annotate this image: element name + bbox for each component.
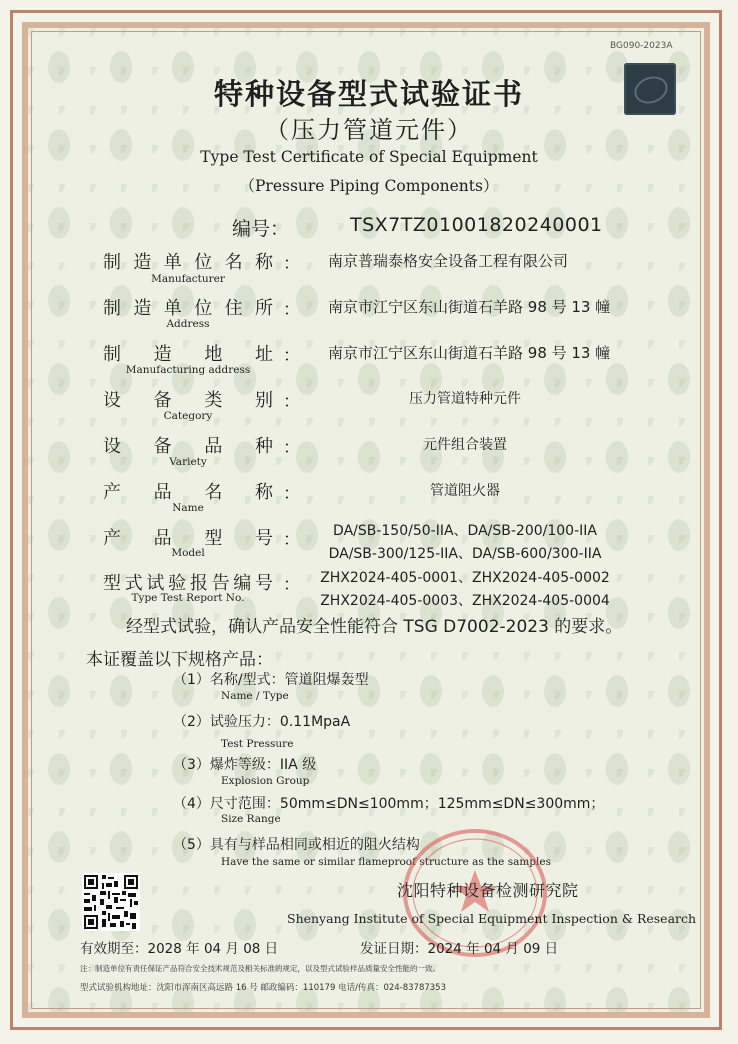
product-name-label-en: Name xyxy=(172,502,204,514)
spec-item: （5）具有与样品相同或相近的阻火结构 xyxy=(173,837,420,853)
mfg-address-label-en: Manufacturing address xyxy=(125,364,251,376)
footnote: 注：制造单位有责任保证产品符合安全技术规范及相关标准的规定，以及型式试验样品质量安全性能的一致。 xyxy=(80,964,440,973)
spec-item: （2）试验压力：0.11MpaA xyxy=(173,714,351,730)
issue-date: 发证日期：2024 年 04 月 09 日 xyxy=(360,941,559,957)
variety-value: 元件组合装置 xyxy=(423,437,507,453)
report-no-label-en: Type Test Report No. xyxy=(131,592,245,604)
model-label-en: Model xyxy=(171,547,205,559)
model-value-line: DA/SB-300/125-IIA、DA/SB-600/300-IIA xyxy=(328,546,602,562)
colon: ： xyxy=(283,575,300,595)
product-name-label: 产品名称 xyxy=(103,482,273,503)
model-label: 产品型号 xyxy=(103,528,273,549)
valid-until: 有效期至：2028 年 04 月 08 日 xyxy=(80,941,279,957)
colon: ： xyxy=(283,300,300,320)
mfg-address-value: 南京市江宁区东山街道石羊路 98 号 13 幢 xyxy=(328,344,611,362)
spec-item-en: Test Pressure xyxy=(221,738,294,750)
cert-no-label: 编号： xyxy=(232,218,290,240)
manufacturer-value: 南京普瑞泰格安全设备工程有限公司 xyxy=(328,252,569,270)
category-label-en: Category xyxy=(163,410,213,422)
colon: ： xyxy=(283,438,300,458)
spec-item: （4）尺寸范围：50mm≤DN≤100mm；125mm≤DN≤300mm； xyxy=(173,796,605,812)
coverage-title: 本证覆盖以下规格产品： xyxy=(86,650,273,670)
address-label: 制造单位住所 xyxy=(103,298,273,319)
address-label-en: Address xyxy=(166,318,210,330)
spec-item-en: Explosion Group xyxy=(221,775,310,787)
institute-name-cn: 沈阳特种设备检测研究院 xyxy=(397,881,579,900)
report-no-line: ZHX2024-405-0003、ZHX2024-405-0004 xyxy=(320,593,610,609)
spec-item-en: Have the same or similar flameproof structure as the samples xyxy=(221,856,551,868)
manufacturer-label-en: Manufacturer xyxy=(151,273,225,285)
spec-item-en: Size Range xyxy=(221,813,281,825)
spec-item-en: Name / Type xyxy=(221,690,289,702)
subtitle-cn: （压力管道元件） xyxy=(265,116,473,144)
colon: ： xyxy=(283,392,300,412)
colon: ： xyxy=(283,530,300,550)
institute-name-en: Shenyang Institute of Special Equipment Inspection & Research xyxy=(287,911,697,926)
address-value: 南京市江宁区东山街道石羊路 98 号 13 幢 xyxy=(328,298,611,316)
cert-no-value: TSX7TZ01001820240001 xyxy=(350,214,603,236)
report-no-label: 型式试验报告编号 xyxy=(103,573,273,594)
spec-item: （3）爆炸等级：IIA 级 xyxy=(173,757,317,773)
variety-label-en: Variety xyxy=(169,456,207,468)
subtitle-en: （Pressure Piping Components） xyxy=(239,177,499,195)
title-cn: 特种设备型式试验证书 xyxy=(213,77,524,111)
colon: ： xyxy=(283,254,300,274)
manufacturer-label: 制造单位名称 xyxy=(103,252,273,273)
report-no-line: ZHX2024-405-0001、ZHX2024-405-0002 xyxy=(320,570,610,586)
mfg-address-label: 制造地址 xyxy=(103,344,273,365)
institute-address: 型式试验机构地址：沈阳市浑南区高远路 16 号 邮政编码：110179 电话/传真：024-83787353 xyxy=(80,983,446,993)
colon: ： xyxy=(283,484,300,504)
category-value: 压力管道特种元件 xyxy=(409,391,521,407)
spec-item: （1）名称/型式：管道阻爆轰型 xyxy=(173,672,369,688)
model-value-line: DA/SB-150/50-IIA、DA/SB-200/100-IIA xyxy=(333,523,597,539)
doc-code: BG090-2023A xyxy=(610,41,673,51)
category-label: 设备类别 xyxy=(103,390,273,411)
variety-label: 设备品种 xyxy=(103,436,273,457)
colon: ： xyxy=(283,346,300,366)
conformity-statement: 经型式试验，确认产品安全性能符合 TSG D7002-2023 的要求。 xyxy=(126,617,623,637)
qr-code-icon[interactable] xyxy=(82,873,140,931)
title-en: Type Test Certificate of Special Equipment xyxy=(200,148,538,166)
product-name-value: 管道阻火器 xyxy=(430,483,500,499)
